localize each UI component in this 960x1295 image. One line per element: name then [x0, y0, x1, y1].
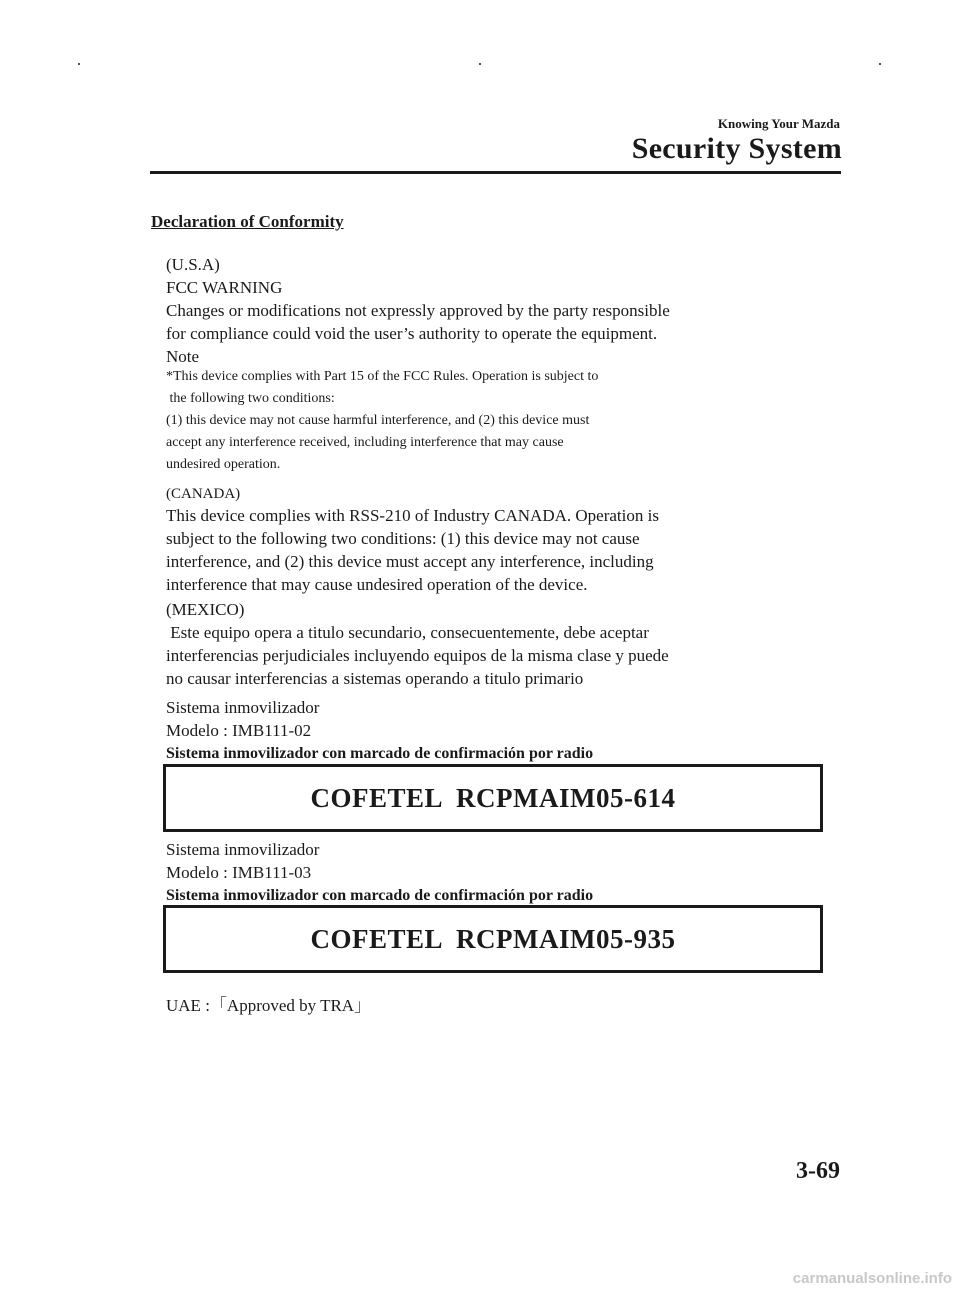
model2-description: Sistema inmovilizador con marcado de confirmación por radio: [166, 887, 594, 904]
model2-code-box: [163, 905, 823, 973]
crop-mark: [879, 63, 881, 65]
model2-code: COFETEL RCPMAIM05-935: [310, 923, 676, 954]
canada-line: interference, and (2) this device must accept any interference, including: [166, 552, 654, 571]
model2-system: Sistema inmovilizador: [166, 840, 320, 859]
canada-line: This device complies with RSS-210 of Industry CANADA. Operation is: [166, 506, 659, 525]
mexico-section: [166, 598, 726, 690]
page-title: Security System: [631, 132, 842, 165]
crop-mark: [78, 63, 80, 65]
mexico-line: no causar interferencias a sistemas operando a titulo primario: [166, 669, 584, 688]
section-title: Declaration of Conformity: [151, 212, 344, 231]
model1-code-box: [163, 764, 823, 832]
model1-description: Sistema inmovilizador con marcado de confirmación por radio: [166, 745, 594, 762]
mexico-line: Este equipo opera a titulo secundario, consecuentemente, debe aceptar: [166, 623, 649, 642]
header-rule: [150, 171, 841, 174]
canada-section: [166, 484, 726, 596]
uae-approval: UAE :「Approved by TRA」: [166, 996, 372, 1015]
model1-system: Sistema inmovilizador: [166, 698, 320, 717]
fcc-warning-line: for compliance could void the user’s authority to operate the equipment.: [166, 324, 658, 343]
model2-info: [166, 838, 726, 907]
usa-heading: (U.S.A): [166, 255, 220, 274]
usa-note: [166, 366, 726, 476]
note-label: Note: [166, 347, 200, 366]
mexico-line: interferencias perjudiciales incluyendo equipos de la misma clase y puede: [166, 646, 669, 665]
canada-line: interference that may cause undesired operation of the device.: [166, 575, 588, 594]
fcc-warning-line: Changes or modifications not expressly approved by the party responsible: [166, 301, 670, 320]
note-line: undesired operation.: [166, 457, 281, 472]
model1-code: COFETEL RCPMAIM05-614: [310, 782, 676, 813]
note-line: *This device complies with Part 15 of the FCC Rules. Operation is subject to: [166, 369, 599, 384]
page-number: 3-69: [796, 1158, 840, 1184]
watermark: carmanualsonline.info: [792, 1270, 952, 1287]
model1-model: Modelo : IMB111-02: [166, 721, 312, 740]
crop-mark: [479, 63, 481, 65]
usa-section: [166, 253, 726, 368]
fcc-warning-title: FCC WARNING: [166, 278, 283, 297]
mexico-heading: (MEXICO): [166, 600, 245, 619]
chapter-title: Knowing Your Mazda: [717, 116, 840, 131]
note-line: the following two conditions:: [166, 391, 335, 406]
canada-line: subject to the following two conditions: (1) this device may not cause: [166, 529, 640, 548]
canada-heading: (CANADA): [166, 486, 241, 502]
note-line: accept any interference received, including interference that may cause: [166, 435, 564, 450]
model1-info: [166, 696, 726, 765]
note-line: (1) this device may not cause harmful interference, and (2) this device must: [166, 413, 590, 428]
model2-model: Modelo : IMB111-03: [166, 863, 312, 882]
